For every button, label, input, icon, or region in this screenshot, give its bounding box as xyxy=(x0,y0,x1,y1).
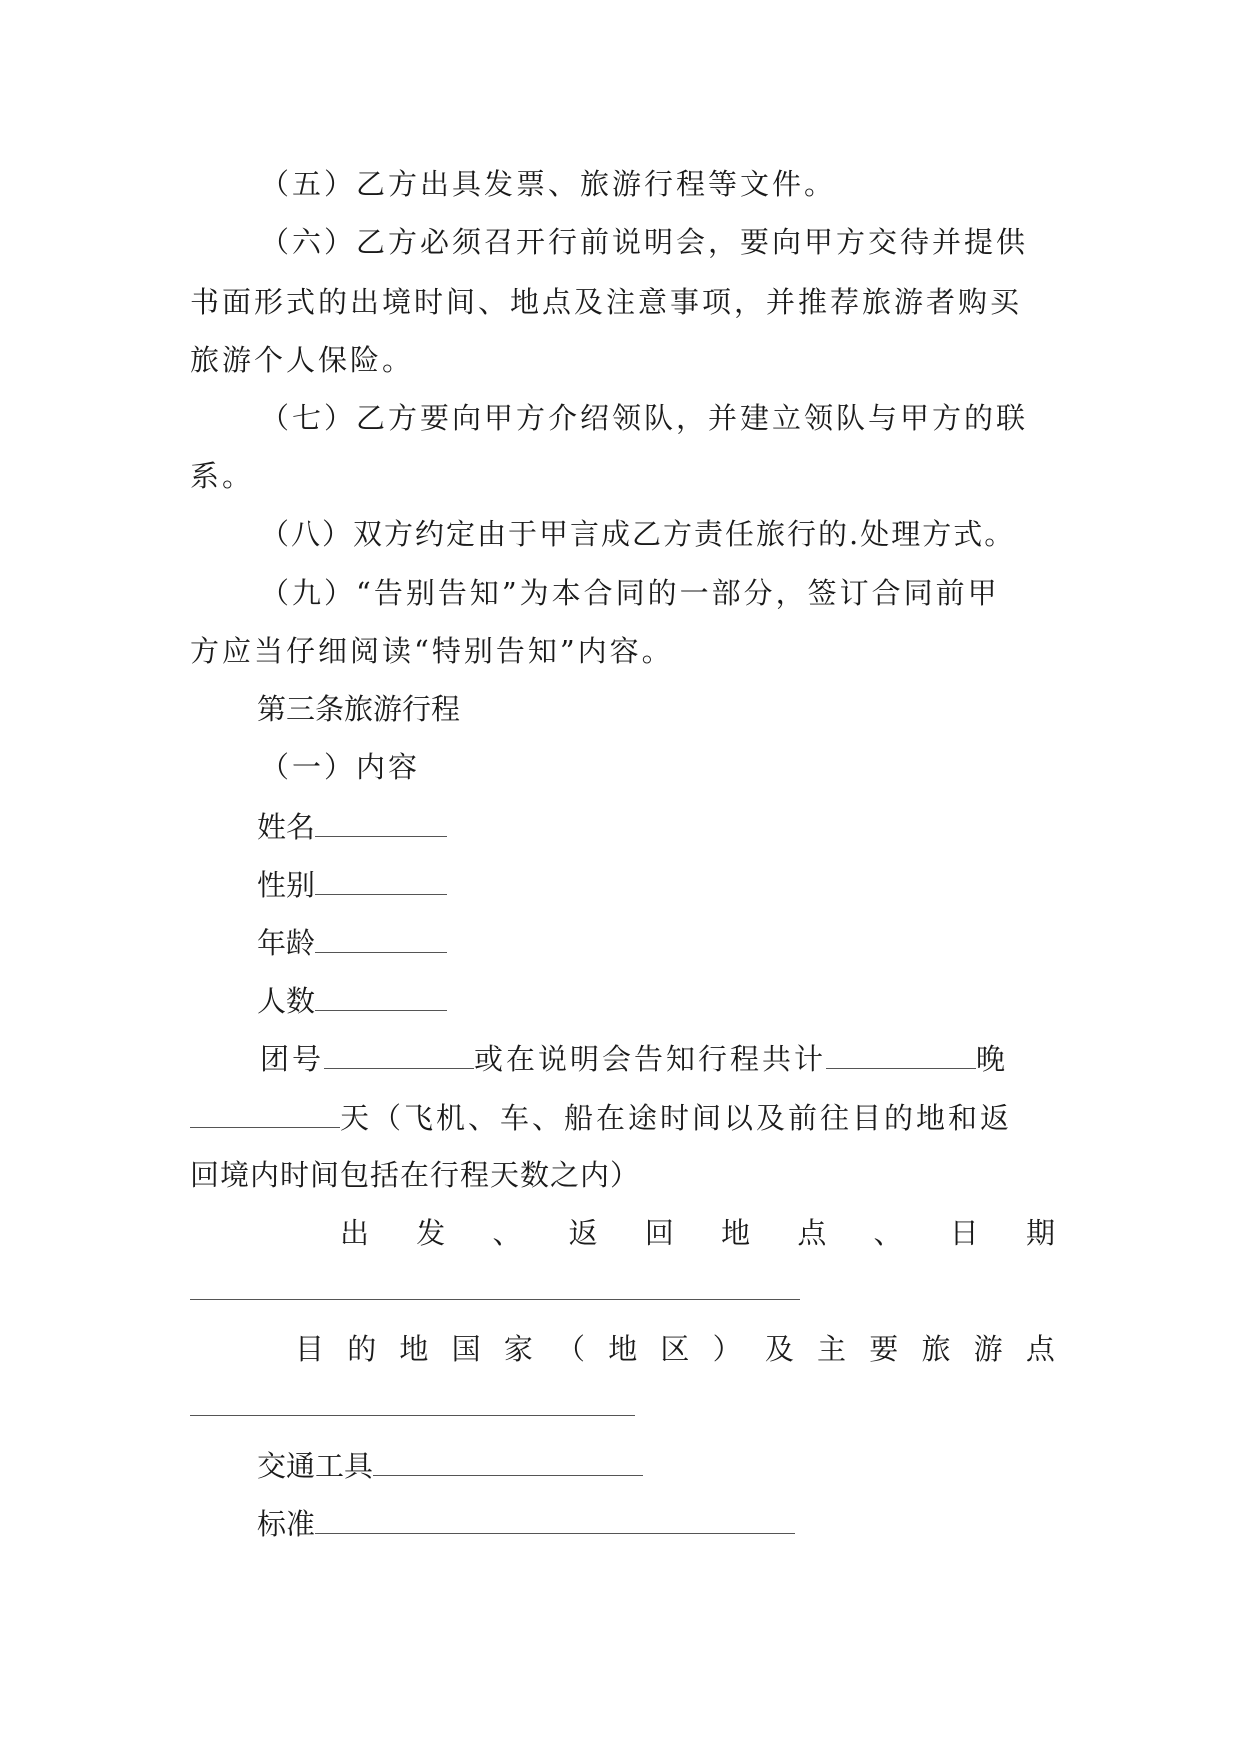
standard-label: 标准 xyxy=(257,1507,316,1541)
destination-char: 国 xyxy=(451,1332,481,1366)
destination-char: 的 xyxy=(347,1332,377,1366)
depart-return-label-row xyxy=(340,1213,1055,1253)
group-label: 团号 xyxy=(260,1042,325,1076)
destination-char: 游 xyxy=(973,1332,1003,1366)
depart-return-char: 地 xyxy=(721,1216,751,1250)
depart-return-char: 返 xyxy=(568,1216,598,1250)
destination-char: 目 xyxy=(295,1332,325,1366)
gender-label: 性别 xyxy=(257,868,316,902)
name-blank[interactable] xyxy=(315,806,447,837)
paragraph-six-cont1: 书面形式的出境时间、地点及注意事项，并推荐旅游者购买 xyxy=(190,285,1023,319)
paragraph-eight: （八）双方约定由于甲言成乙方责任旅行的.处理方式。 xyxy=(260,517,1016,551)
age-blank[interactable] xyxy=(315,922,447,953)
standard-blank[interactable] xyxy=(315,1503,795,1534)
section-heading: 第三条旅游行程 xyxy=(257,692,461,726)
days-text: 天（飞机、车、船在途时间以及前往目的地和返 xyxy=(340,1101,1013,1135)
destination-char: 点 xyxy=(1025,1332,1055,1366)
destination-blank[interactable] xyxy=(190,1415,635,1416)
destination-char: 要 xyxy=(869,1332,899,1366)
name-field-row xyxy=(257,806,447,847)
paragraph-six: （六）乙方必须召开行前说明会，要向甲方交待并提供 xyxy=(260,225,1029,259)
transport-label: 交通工具 xyxy=(257,1449,374,1483)
paragraph-five: （五）乙方出具发票、旅游行程等文件。 xyxy=(260,167,837,201)
gender-blank[interactable] xyxy=(315,864,447,895)
depart-return-char: 期 xyxy=(1025,1216,1055,1250)
depart-return-blank[interactable] xyxy=(190,1299,800,1300)
gender-field-row xyxy=(257,864,447,905)
depart-return-char: 发 xyxy=(416,1216,446,1250)
depart-return-char: 点 xyxy=(797,1216,827,1250)
name-label: 姓名 xyxy=(257,810,316,844)
destination-label-row xyxy=(295,1329,1055,1369)
count-field-row xyxy=(257,980,447,1021)
subsection-content: （一）内容 xyxy=(260,750,421,784)
days-blank[interactable] xyxy=(190,1097,340,1128)
paragraph-nine-cont: 方应当仔细阅读“特别告知”内容。 xyxy=(190,634,674,668)
nights-blank[interactable] xyxy=(826,1038,976,1069)
destination-char: 地 xyxy=(608,1332,638,1366)
depart-return-char: 回 xyxy=(644,1216,674,1250)
days-text-cont: 回境内时间包括在行程天数之内） xyxy=(190,1158,641,1192)
destination-char: 主 xyxy=(817,1332,847,1366)
days-field-row xyxy=(190,1097,1012,1138)
night-label: 晚 xyxy=(976,1042,1009,1076)
group-mid-text: 或在说明会告知行程共计 xyxy=(474,1042,827,1076)
depart-return-char: 、 xyxy=(873,1216,903,1250)
paragraph-six-cont2: 旅游个人保险。 xyxy=(190,343,415,377)
depart-return-char: 日 xyxy=(949,1216,979,1250)
paragraph-seven: （七）乙方要向甲方介绍领队，并建立领队与甲方的联 xyxy=(260,401,1029,435)
count-label: 人数 xyxy=(257,984,316,1018)
destination-char: 及 xyxy=(764,1332,794,1366)
destination-char: 旅 xyxy=(921,1332,951,1366)
destination-char: 家 xyxy=(503,1332,533,1366)
transport-field-row xyxy=(257,1445,643,1486)
standard-field-row xyxy=(257,1503,795,1544)
group-blank[interactable] xyxy=(324,1038,474,1069)
age-field-row xyxy=(257,922,447,963)
age-label: 年龄 xyxy=(257,926,316,960)
destination-char: 地 xyxy=(399,1332,429,1366)
destination-char: 区 xyxy=(660,1332,690,1366)
depart-return-char: 出 xyxy=(340,1216,370,1250)
group-field-row xyxy=(260,1038,1008,1079)
depart-return-char: 、 xyxy=(492,1216,522,1250)
paragraph-seven-cont: 系。 xyxy=(190,459,255,493)
transport-blank[interactable] xyxy=(373,1445,643,1476)
paragraph-nine: （九）“告别告知”为本合同的一部分，签订合同前甲 xyxy=(260,576,1000,610)
count-blank[interactable] xyxy=(315,980,447,1011)
destination-char: ） xyxy=(712,1332,742,1366)
destination-char: （ xyxy=(556,1332,586,1366)
